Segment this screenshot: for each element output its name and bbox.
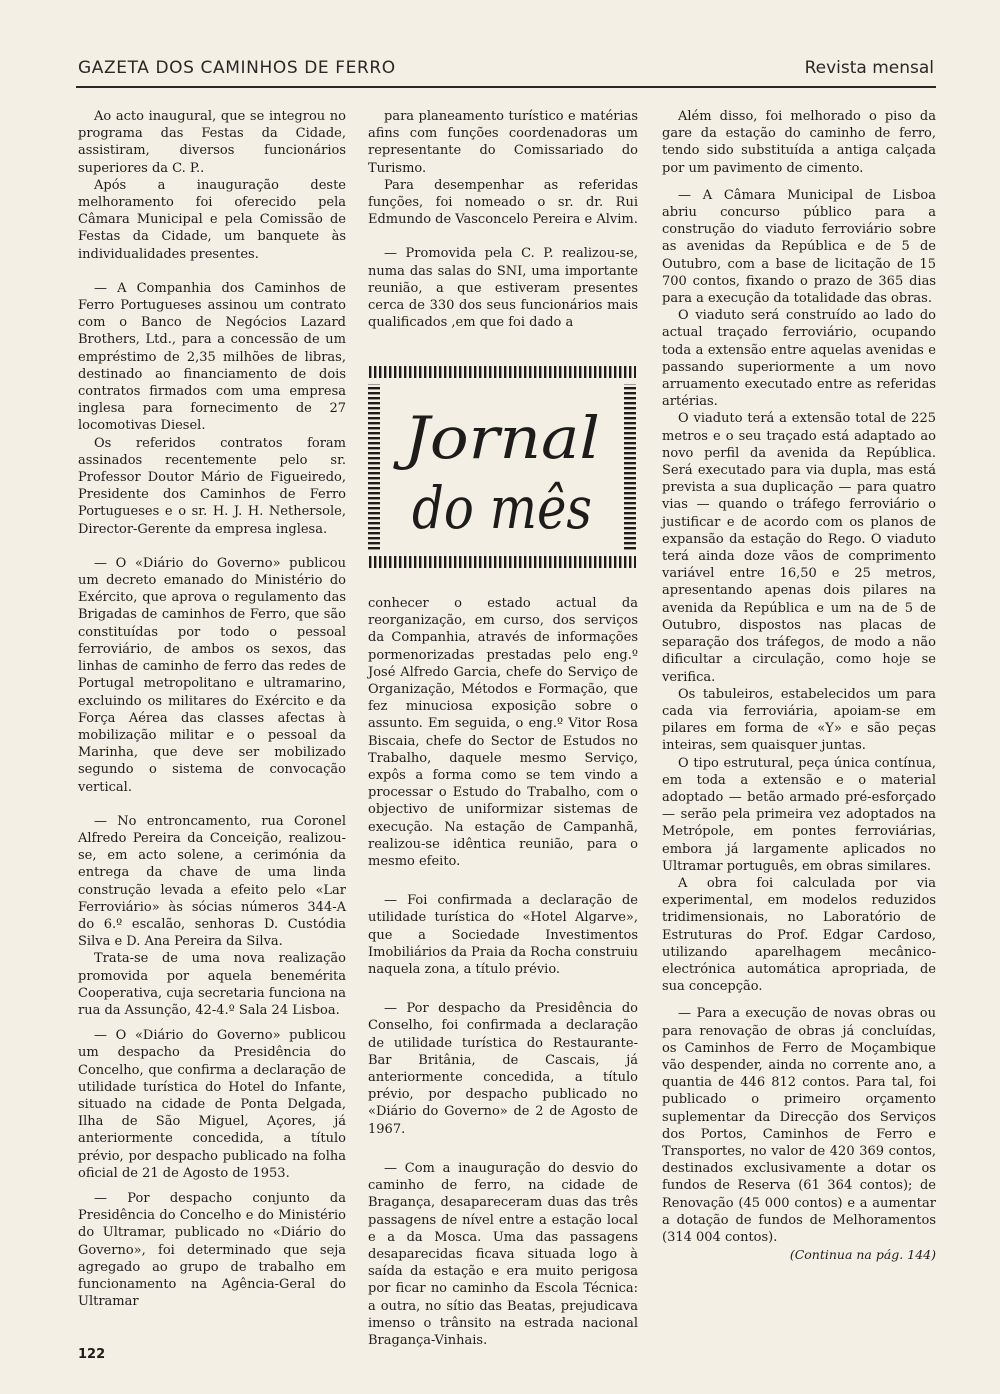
paragraph: — Foi confirmada a declaração de utilidade turística do «Hotel Algarve», que a Sociedade Investimentos Imobiliários da Praia da Rocha construiu naquela zona, a título prévio. — [368, 893, 638, 978]
paragraph: para planeamento turístico e matérias afins com funções coordenadoras um representante do Comissariado do Turismo. — [368, 109, 638, 176]
paragraph: Os tabuleiros, estabelecidos um para cada via ferroviária, apoiam-se em pilares em forma de «Y» e são peças inteiras, sem quaisquer juntas. — [662, 686, 936, 754]
paragraph: conhecer o estado actual da reorganização, em curso, dos serviços da Companhia, através de informações pormenorizadas prestadas pelo eng.º José Alfredo Garcia, chefe do Serviço de Organização, Métodos e Formação, que fez minuciosa exposição sobre o assunto. Em seguida, o eng.º Vitor Rosa Biscaia, chefe do Sector de Estudos no Trabalho, daquele mesmo Serviço, expôs a forma como se tem vindo a processar o Estudo do Trabalho, com o objectivo de uniformizar sistemas de execução. Na estação de Campanhã, realizou-se idêntica reunião, para o mesmo efeito. — [368, 596, 638, 870]
publication-frequency: Revista mensal — [804, 58, 934, 78]
paragraph: Os referidos contratos foram assinados recentemente pelo sr. Professor Doutor Mário de Figueiredo, Presidente dos Caminhos de Ferro Portugueses e o sr. H. J. H. Nethersole, Director-Gerente da empresa inglesa. — [78, 435, 346, 537]
paragraph: — No entroncamento, rua Coronel Alfredo Pereira da Conceição, realizou-se, em acto solene, a cerimónia da entrega da chave de uma linda construção levada a efeito pelo «Lar Ferroviário» às sócias números 344-A do 6.º escalão, senhoras D. Custódia Silva e D. Ana Pereira da Silva. — [78, 813, 346, 950]
paragraph: — O «Diário do Governo» publicou um decreto emanado do Ministério do Exército, que aprova o regulamento das Brigadas de caminhos de Ferro, que são constituídas por todo o pessoal ferroviário, de ambos os sexos, das linhas de caminho de ferro das redes de Portugal metropolitano e ultramarino, excluindo os militares do Exército e da Força Aérea das classes afectas à mobilização militar e o pessoal da Marinha, que deve ser mobilizado segundo o sistema de convocação vertical. — [78, 555, 346, 795]
continued-note: (Continua na pág. 144) — [789, 1247, 936, 1263]
jornal-do-mes-logo — [364, 362, 640, 572]
publication-title: GAZETA DOS CAMINHOS DE FERRO — [78, 58, 396, 78]
column-1 — [78, 108, 346, 1310]
paragraph: — Por despacho da Presidência do Conselho, foi confirmada a declaração de utilidade turística do Restaurante-Bar Britânia, de Cascais, já anteriormente concedida, a título prévio, por despacho publicado no «Diário do Governo» de 2 de Agosto de 1967. — [368, 1001, 638, 1137]
page-number: 122 — [78, 1347, 106, 1362]
paragraph: — O «Diário do Governo» publicou um despacho da Presidência do Concelho, que confirma a declaração de utilidade turística do Hotel do Infante, situado na cidade de Ponta Delgada, Ilha de São Miguel, Açores, já anteriormente concedida, a título prévio, por despacho publicado na folha oficial de 21 de Agosto de 1953. — [78, 1028, 346, 1181]
paragraph: Para desempenhar as referidas funções, foi nomeado o sr. dr. Rui Edmundo de Vasconcelo Pereira e Alvim. — [368, 177, 638, 228]
paragraph: — A Companhia dos Caminhos de Ferro Portugueses assinou um contrato com o Banco de Negócios Lazard Brothers, Ltd., para a concessão de um empréstimo de 2,35 milhões de libras, destinado ao financiamento de dois contratos firmados com uma empresa inglesa para fornecimento de 27 locomotivas Diesel. — [78, 280, 346, 434]
paragraph: A obra foi calculada por via experimental, em modelos reduzidos tridimensionais, no Laboratório de Estruturas do Prof. Edgar Cardoso, utilizando aparelhagem mecânico-electrónica automática apropriada, de sua concepção. — [662, 875, 936, 995]
paragraph: O viaduto será construído ao lado do actual traçado ferroviário, ocupando toda a extensão entre aquelas avenidas e passando superiormente a um novo arruamento executado entre as referidas artérias. — [662, 308, 936, 410]
paragraph: — Para a execução de novas obras ou para renovação de obras já concluídas, os Caminhos de Ferro de Moçambique vão despender, ainda no corrente ano, a quantia de 446 812 contos. Para tal, foi publicado o primeiro orçamento suplementar da Direcção dos Serviços dos Portos, Caminhos de Ferro e Transportes, no valor de 420 369 contos, destinados exclusivamente a dotar os fundos de Reserva (61 364 contos); de Renovação (45 000 contos) e a aumentar a dotação de fundos de Melhoramentos (314 004 contos). — [662, 1006, 936, 1245]
paragraph: Trata-se de uma nova realização promovida por aquela benemérita Cooperativa, cuja secretaria funciona na rua da Assunção, 42-4.º Sala 24 Lisboa. — [78, 951, 346, 1018]
paragraph: — Por despacho conjunto da Presidência do Concelho e do Ministério do Ultramar, publicado no «Diário do Governo», foi determinado que seja agregado ao grupo de trabalho em funcionamento na Agência-Geral do Ultramar — [78, 1190, 346, 1310]
paragraph: Após a inauguração deste melhoramento foi oferecido pela Câmara Municipal e pela Comissão de Festas da Cidade, um banquete às individualidades presentes. — [78, 177, 346, 262]
logo-line-1: Jornal — [392, 404, 600, 472]
page-header — [76, 56, 936, 88]
paragraph: O viaduto terá a extensão total de 225 metros e o seu traçado está adaptado ao novo perfil da avenida da República. Será executado para via dupla, mas está prevista a sua duplicação — para quatro vias — quando o tráfego ferroviário o justificar e de acordo com os planos de expansão da estação do Rego. O viaduto terá ainda doze vãos de comprimento variável entre 16,50 e 25 metros, apresentando apenas dois pilares na avenida da República e um na de 5 de Outubro, dispostos nas placas de separação dos tráfegos, de modo a não dificultar a circulação, como hoje se verifica. — [662, 411, 936, 685]
logo-line-2: do mês — [412, 474, 592, 542]
paragraph: — Com a inauguração do desvio do caminho de ferro, na cidade de Bragança, desapareceram duas das três passagens de nível entre a estação local e a da Mosca. Uma das passagens desaparecidas ficava situada logo à saída da estação e era muito perigosa por ficar no caminho da Escola Técnica: a outra, no sítio das Beatas, prejudicava imenso o trânsito na estrada nacional Bragança-Vinhais. — [368, 1160, 638, 1348]
paragraph: — A Câmara Municipal de Lisboa abriu concurso público para a construção do viaduto ferroviário sobre as avenidas da República e de 5 de Outubro, com a base de licitação de 15 700 contos, fixando o prazo de 365 dias para a execução da totalidade das obras. — [662, 187, 936, 307]
paragraph: O tipo estrutural, peça única contínua, em toda a extensão e o material adoptado — betão armado pré-esforçado — serão pela primeira vez adoptados na Metrópole, em pontes ferroviárias, embora já largamente aplicados no Ultramar português, em obras similares. — [662, 755, 936, 874]
column-2-top — [368, 108, 638, 331]
paragraph: — Promovida pela C. P. realizou-se, numa das salas do SNI, uma importante reunião, a que estiveram presentes cerca de 330 dos seus funcionários mais qualificados ,em que foi dado a — [368, 246, 638, 331]
paragraph: Além disso, foi melhorado o piso da gare da estação do caminho de ferro, tendo sido substituída a antiga calçada por um pavimento de cimento. — [662, 109, 936, 176]
column-2-bottom — [368, 595, 638, 1349]
column-3 — [662, 108, 936, 1263]
paragraph: Ao acto inaugural, que se integrou no programa das Festas da Cidade, assistiram, diversos funcionários superiores da C. P.. — [78, 109, 346, 176]
